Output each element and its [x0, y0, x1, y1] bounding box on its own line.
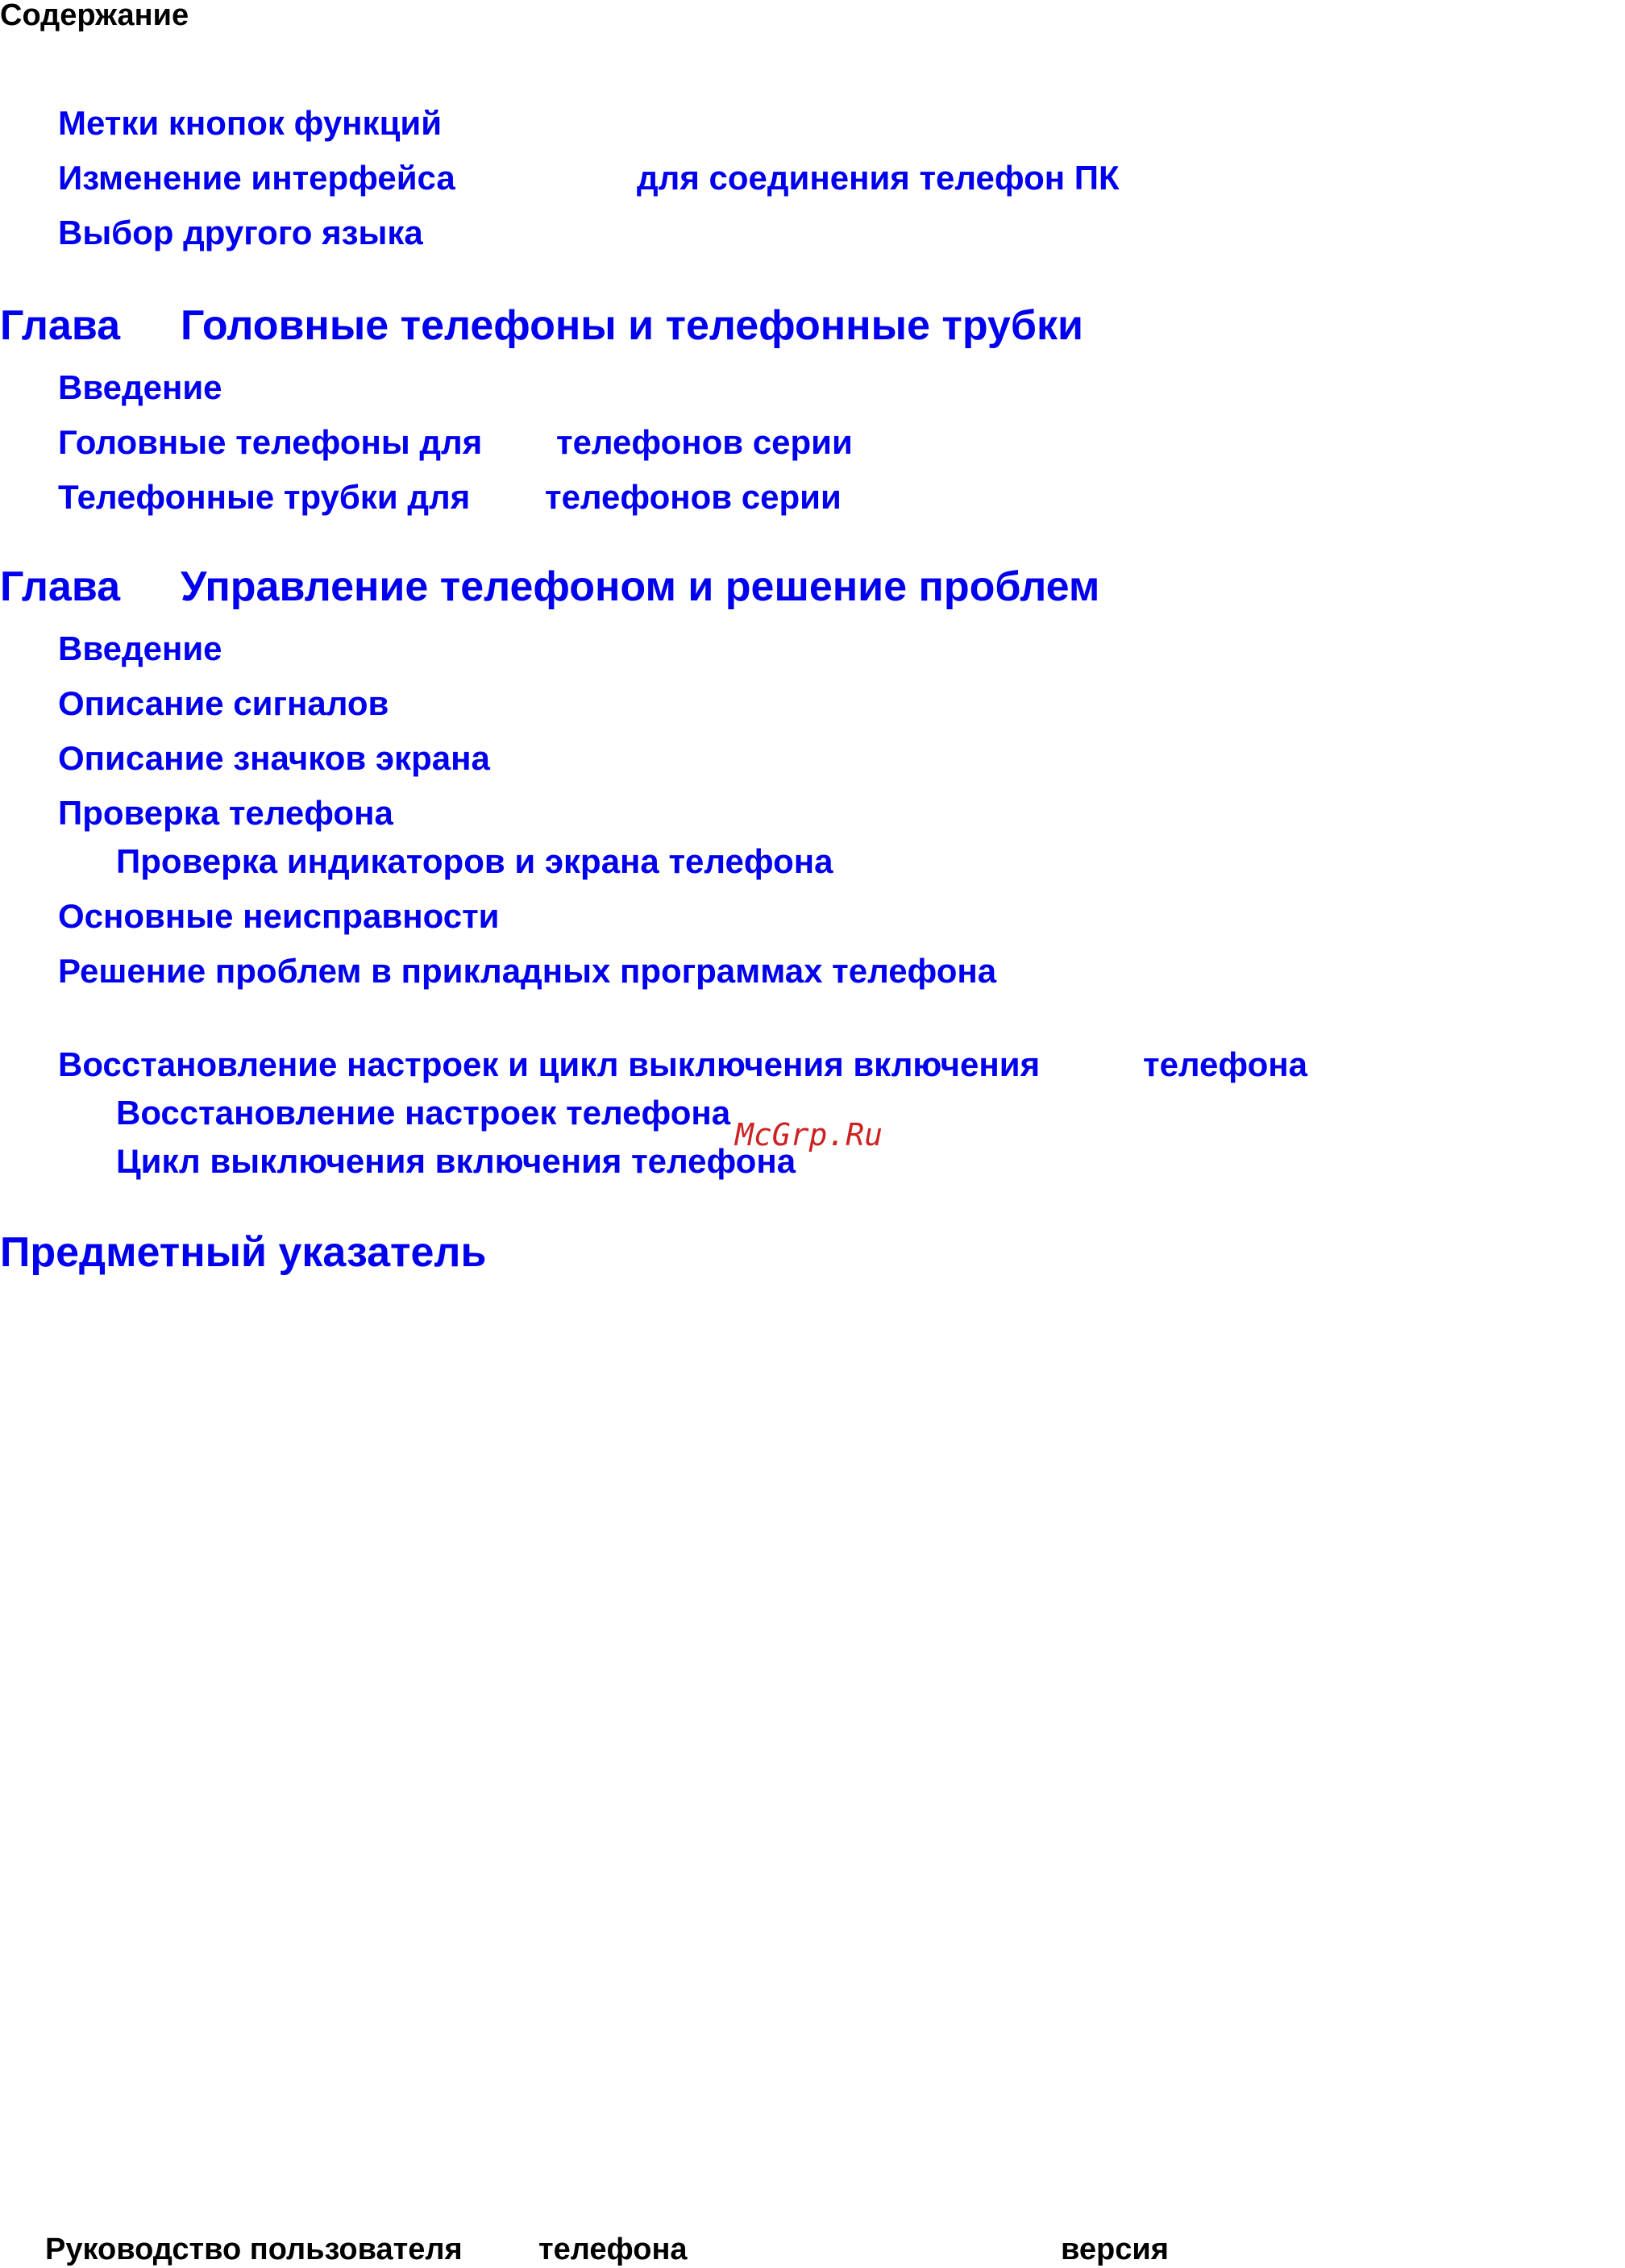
chapter-title: Управление телефоном и решение проблем [181, 563, 1100, 610]
toc-subitem-power-cycle[interactable]: Цикл выключения включения телефона [116, 1142, 796, 1180]
toc-item-label: Телефонные трубки для [58, 478, 471, 516]
footer-phone: телефона [538, 2233, 688, 2266]
toc-item-other-language[interactable]: Выбор другого языка [58, 214, 423, 251]
chapter-label: Глава [0, 302, 121, 349]
index-title: Предметный указатель [0, 1229, 487, 1276]
toc-item-label: для соединения телефон ПК [637, 159, 1120, 197]
toc-item-label: телефонов серии [545, 478, 842, 516]
toc-item-label: Восстановление настроек и цикл выключения включения [58, 1045, 1041, 1083]
toc-subitem-indicator-check[interactable]: Проверка индикаторов и экрана телефона [116, 842, 833, 880]
toc-item-function-labels[interactable]: Метки кнопок функций [58, 104, 443, 142]
toc-item-phone-check[interactable]: Проверка телефона [58, 794, 393, 832]
toc-subitem-restore-settings[interactable]: Восстановление настроек телефона [116, 1094, 731, 1132]
watermark: McGrp.Ru [735, 1117, 883, 1153]
toc-item-basic-faults[interactable]: Основные неисправности [58, 897, 500, 935]
toc-item-introduction[interactable]: Введение [58, 629, 222, 667]
chapter-title: Головные телефоны и телефонные трубки [181, 302, 1083, 349]
footer-guide-title: Руководство пользователя [45, 2233, 463, 2266]
toc-item-label: Головные телефоны для [58, 423, 483, 461]
toc-item-label: Изменение интерфейса [58, 159, 455, 197]
page-title: Содержание [0, 0, 189, 32]
toc-item-label: телефонов серии [556, 423, 853, 461]
footer-version: версия [1061, 2233, 1169, 2266]
toc-item-signals[interactable]: Описание сигналов [58, 684, 389, 722]
toc-item-app-problems[interactable]: Решение проблем в прикладных программах телефона [58, 952, 997, 990]
toc-item-introduction[interactable]: Введение [58, 368, 222, 406]
chapter-label: Глава [0, 563, 121, 610]
toc-item-label: телефона [1143, 1045, 1307, 1083]
toc-item-screen-icons[interactable]: Описание значков экрана [58, 739, 490, 777]
